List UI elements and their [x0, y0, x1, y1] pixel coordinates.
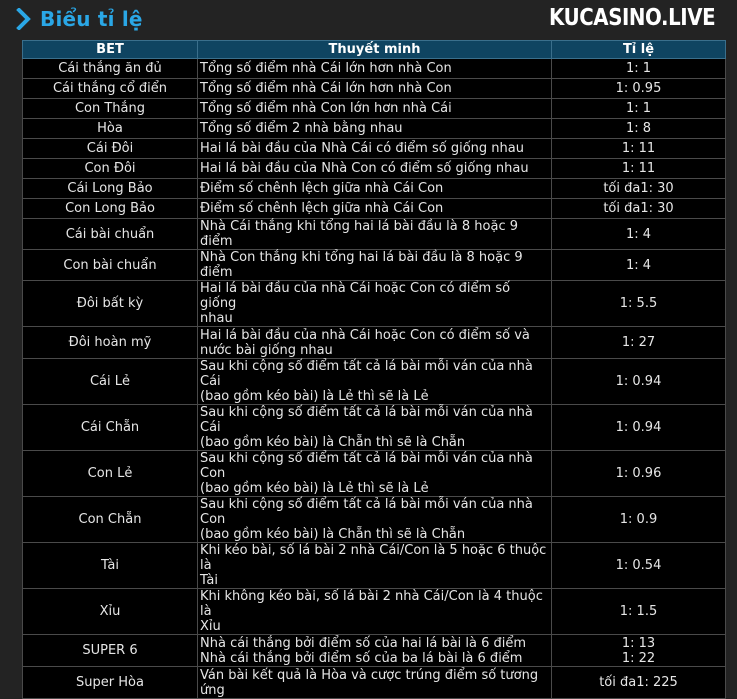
odds-cell: [552, 119, 726, 139]
bet-cell: Con Lẻ: [23, 451, 198, 497]
description-line: Sau khi cộng số điểm tất cả lá bài mỗi ván của nhà Con: [200, 451, 533, 481]
bet-cell: Cái bài chuẩn: [23, 219, 198, 250]
description-line: Tổng số điểm nhà Cái lớn hơn nhà Con: [200, 61, 452, 76]
table-row: [23, 543, 726, 589]
odds-value: 1: 22: [621, 650, 656, 666]
odds-cell: [552, 59, 726, 79]
description-cell: [198, 281, 552, 327]
table-row: [23, 199, 726, 219]
table-row: [23, 99, 726, 119]
description-line: Hai lá bài đầu của nhà Cái hoặc Con có điểm số giống: [200, 281, 511, 311]
odds-cell: [552, 219, 726, 250]
description-line: (bao gồm kéo bài) là Chẵn thì sẽ là Chẵn: [200, 527, 466, 542]
description-line: (bao gồm kéo bài) là Chẵn thì sẽ là Chẵn: [200, 435, 466, 450]
column-header-bet: BET: [23, 41, 198, 59]
odds-value: 1: 0.94: [615, 420, 662, 435]
description-line: Điểm số chênh lệch giữa nhà Cái Con: [200, 201, 444, 216]
description-line: Nhà cái thắng bởi điểm số của ba lá bài là 6 điểm: [200, 650, 523, 666]
table-row: [23, 589, 726, 635]
odds-value: 1: 0.9: [619, 512, 658, 527]
odds-value: 1: 27: [621, 335, 656, 350]
description-line: Hai lá bài đầu của Nhà Cái có điểm số giống nhau: [200, 141, 524, 156]
bet-cell: Cái thắng ăn đủ: [23, 59, 198, 79]
odds-value: 1: 1: [625, 101, 652, 116]
description-line: nước bài giống nhau: [200, 342, 333, 358]
description-cell: [198, 635, 552, 667]
description-cell: [198, 451, 552, 497]
odds-value: 1: 4: [625, 226, 652, 242]
odds-value: 1: 8: [625, 121, 652, 136]
bet-cell: Cái thắng cổ điển: [23, 79, 198, 99]
description-cell: [198, 219, 552, 250]
bet-cell: Con Thắng: [23, 99, 198, 119]
description-line: Tài: [200, 573, 219, 588]
description-line: ứng: [200, 682, 225, 698]
bet-cell: Đôi bất kỳ: [23, 281, 198, 327]
bet-cell: Xỉu: [23, 589, 198, 635]
description-line: Ván bài kết quả là Hòa và cược trúng điểm số tương: [200, 667, 539, 683]
bet-cell: SUPER 6: [23, 635, 198, 667]
description-cell: [198, 405, 552, 451]
odds-value: 1: 1.5: [619, 604, 658, 619]
description-line: Hai lá bài đầu của nhà Cái hoặc Con có điểm số và: [200, 327, 530, 343]
table-row: [23, 59, 726, 79]
table-row: [23, 405, 726, 451]
chevron-right-icon: [16, 8, 32, 30]
description-line: Xỉu: [200, 619, 221, 634]
table-row: [23, 635, 726, 667]
table-row: [23, 179, 726, 199]
odds-value: 1: 11: [621, 141, 656, 156]
description-line: Hai lá bài đầu của Nhà Con có điểm số giống nhau: [200, 161, 529, 176]
table-row: [23, 139, 726, 159]
bet-cell: Con bài chuẩn: [23, 250, 198, 281]
description-cell: [198, 79, 552, 99]
bet-cell: Super Hòa: [23, 667, 198, 699]
description-cell: [198, 589, 552, 635]
odds-cell: [552, 635, 726, 667]
description-cell: [198, 327, 552, 359]
description-line: Tổng số điểm nhà Con lớn hơn nhà Cái: [200, 101, 452, 116]
description-cell: [198, 59, 552, 79]
bet-cell: Đôi hoàn mỹ: [23, 327, 198, 359]
odds-cell: [552, 667, 726, 699]
odds-cell: [552, 359, 726, 405]
odds-cell: [552, 179, 726, 199]
page-title: Biểu tỉ lệ: [40, 7, 143, 31]
odds-value: 1: 5.5: [619, 296, 658, 311]
bet-cell: Con Đôi: [23, 159, 198, 179]
description-line: (bao gồm kéo bài) là Lẻ thì sẽ là Lẻ: [200, 389, 429, 404]
description-line: Tổng số điểm nhà Cái lớn hơn nhà Con: [200, 81, 452, 96]
bet-cell: Con Chẵn: [23, 497, 198, 543]
title-group: [16, 7, 143, 31]
description-line: Khi không kéo bài, số lá bài 2 nhà Cái/Con là 4 thuộc là: [200, 589, 543, 619]
description-line: nhau: [200, 311, 233, 326]
odds-cell: [552, 99, 726, 119]
odds-cell: [552, 281, 726, 327]
odds-value: tối đa1: 30: [603, 181, 674, 196]
bet-cell: Cái Long Bảo: [23, 179, 198, 199]
odds-cell: [552, 543, 726, 589]
description-cell: [198, 497, 552, 543]
description-line: (bao gồm kéo bài) là Lẻ thì sẽ là Lẻ: [200, 481, 429, 496]
bet-cell: Con Long Bảo: [23, 199, 198, 219]
odds-cell: [552, 327, 726, 359]
table-row: [23, 79, 726, 99]
odds-value: 1: 0.54: [615, 558, 662, 573]
description-line: Nhà cái thắng bởi điểm số của hai lá bài là 6 điểm: [200, 635, 527, 651]
odds-value: tối đa1: 30: [603, 201, 674, 216]
bet-cell: Cái Đôi: [23, 139, 198, 159]
table-row: [23, 327, 726, 359]
bet-cell: Tài: [23, 543, 198, 589]
odds-cell: [552, 79, 726, 99]
odds-value: 1: 0.94: [615, 374, 662, 389]
description-cell: [198, 359, 552, 405]
odds-value: 1: 4: [625, 257, 652, 273]
table-row: [23, 667, 726, 699]
table-row: [23, 119, 726, 139]
description-cell: [198, 119, 552, 139]
odds-cell: [552, 139, 726, 159]
odds-value: 1: 1: [625, 61, 652, 76]
odds-cell: [552, 159, 726, 179]
description-cell: [198, 99, 552, 119]
description-cell: [198, 179, 552, 199]
odds-cell: [552, 199, 726, 219]
description-line: Khi kéo bài, số lá bài 2 nhà Cái/Con là 5 hoặc 6 thuộc là: [200, 543, 547, 573]
table-row: [23, 497, 726, 543]
odds-cell: [552, 497, 726, 543]
column-header-description: Thuyết minh: [198, 41, 552, 59]
description-cell: [198, 250, 552, 281]
table-row: [23, 451, 726, 497]
odds-value: tối đa1: 225: [599, 675, 678, 690]
page-header: [0, 0, 737, 40]
odds-value: 1: 0.96: [615, 466, 662, 481]
description-line: Sau khi cộng số điểm tất cả lá bài mỗi ván của nhà Con: [200, 497, 533, 527]
description-cell: [198, 667, 552, 699]
odds-cell: [552, 451, 726, 497]
description-cell: [198, 199, 552, 219]
description-line: Nhà Con thắng khi tổng hai lá bài đầu là 8 hoặc 9 điểm: [200, 250, 523, 280]
description-cell: [198, 159, 552, 179]
odds-table: [22, 40, 726, 699]
brand-logo: KUCASINO.LIVE: [548, 5, 715, 31]
table-row: [23, 219, 726, 250]
description-line: Tổng số điểm 2 nhà bằng nhau: [200, 121, 403, 136]
odds-value: 1: 11: [621, 161, 656, 176]
description-cell: [198, 543, 552, 589]
odds-value: 1: 13: [621, 635, 656, 651]
table-row: [23, 359, 726, 405]
table-row: [23, 281, 726, 327]
description-line: Sau khi cộng số điểm tất cả lá bài mỗi ván của nhà Cái: [200, 359, 533, 389]
description-line: Nhà Cái thắng khi tổng hai lá bài đầu là 8 hoặc 9 điểm: [200, 219, 518, 249]
odds-value: 1: 0.95: [615, 81, 662, 96]
odds-table-container: [22, 40, 725, 699]
odds-cell: [552, 250, 726, 281]
description-line: Sau khi cộng số điểm tất cả lá bài mỗi ván của nhà Cái: [200, 405, 533, 435]
column-header-odds: Tỉ lệ: [552, 41, 726, 59]
odds-cell: [552, 589, 726, 635]
table-row: [23, 250, 726, 281]
table-header-row: [23, 41, 726, 59]
bet-cell: Cái Lẻ: [23, 359, 198, 405]
odds-cell: [552, 405, 726, 451]
description-cell: [198, 139, 552, 159]
bet-cell: Cái Chẵn: [23, 405, 198, 451]
table-row: [23, 159, 726, 179]
description-line: Điểm số chênh lệch giữa nhà Cái Con: [200, 181, 444, 196]
bet-cell: Hòa: [23, 119, 198, 139]
